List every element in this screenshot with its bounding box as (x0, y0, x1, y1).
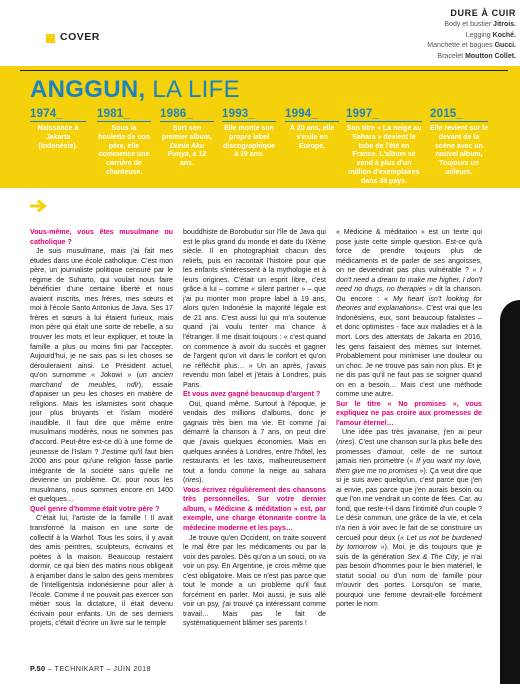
timeline-text-run: Sous la houlette de son père, elle commence une carrière de chanteuse. (98, 125, 150, 176)
text-run: « Médicine & méditation » est un texte qui pose juste cette simple question. Est-ce qu'à force de prendre toujours plus de médicaments et de parler de ses angoisses, on ne deviendrait pas plus vulnérable ? « (336, 228, 482, 275)
text-run: rires (338, 438, 353, 447)
text-run: ). C'est une chanson sur la plus belle des promesses d'amour, celle de ne surtout jamais rien promettre (« (336, 438, 482, 466)
section-marker (46, 34, 55, 43)
interview-answer (336, 428, 482, 609)
timeline-entry (222, 108, 276, 160)
text-run: rires (185, 476, 200, 485)
interview-answer (30, 514, 173, 629)
timeline-entry (430, 108, 488, 178)
text-run: ». C'est vrai que les Indonésiens, eux, sont beaucoup fatalistes – et donc optimistes - face aux maladies et à la mort. Lors des attentats de Jakarta en 2016, les gens faisaient des mèmes sur Internet. Probablement pour minimiser une douleur ou un choc. Je ne trouve pas sain non plus. Et je ne dis pas qu'il ne faut pas se soigner quand on en a besoin… Mais c'est une méthode comme une autre. (336, 304, 482, 399)
credit-brand: Gucci. (494, 42, 516, 49)
timeline-text (97, 125, 151, 178)
cover-photo-edge (500, 300, 520, 684)
interview-question (183, 486, 326, 534)
interview-question (336, 400, 482, 429)
magazine-name: TECHNIKART (54, 664, 105, 673)
timeline-text (222, 125, 276, 160)
timeline-year: 1994_ (285, 108, 339, 122)
text-run: , je n'ai pas besoin d'hommes pour le bien matériel, le statut social ou d'un nom de famille pour m'ouvrir des portes. Lorsqu'on se marie, pourquoi une femme devrait-elle forcément porter le nom (336, 552, 483, 609)
timeline-year: 1986_ (160, 108, 214, 122)
timeline-text (30, 125, 86, 151)
interview-answer (183, 228, 326, 390)
article-column-1 (30, 228, 173, 629)
text-run: ). (199, 476, 204, 485)
page-footer (30, 664, 151, 673)
text-run: Et vous avez gagné beaucoup d'argent ? (183, 390, 321, 399)
text-run: Je trouve qu'en Occident, on traite souvent le mal être par les médicaments ou par la voix des paroles. Dès qu'on a un souci, on va voir un psy. En Argentine, je crois même que c'est obligatoire. Mais ce n'est pas parce que tout le monde a un problème qu'il faut forcément en parler. Moi aussi, je suis allé voir un psy, j'ai trouvé ça intéressant comme travail… Mais pas le fait de systématiquement blâmer ses parents ! (183, 533, 326, 628)
credits-heading: DURE À CUIR (450, 8, 516, 18)
credit-line (380, 20, 516, 31)
timeline-year: 1997_ (346, 108, 422, 122)
text-run: »). Moi, je dis toujours que je suis de la génération (336, 543, 482, 561)
text-run: bouddhiste de Borobudur sur l'île de Java qui est le plus grand du monde et date du IXème siècle. Il en photographiait chacun des reliefs, puis en racontait l'histoire pour que les enfants s'intéressent à la mythologie et à leurs origines. C'était un esprit libre, c'est grâce à lui – comme « silent partner » – que j'ai pu monter mon propre label à 19 ans, alors qu'en Indonésie la majorité légale est de 21 ans. C'est aussi lui qui m'a soutenue quand j'ai voulu tenter ma chance à l'étranger. Il me disait toujours : « c'est quand on commence à avoir du succès et gagner de l'argent qu'on vit dans le confort et qu'on ne réfléchit plus… » Un an après, j'avais revendu mon label et j'étais à Londres, puis Paris. (183, 228, 326, 389)
issue-date: JUIN 2018 (113, 664, 151, 673)
timeline-entry (30, 108, 86, 151)
credit-brand: Koché. (492, 31, 516, 39)
timeline-text-run: Elle revient sur le devant de la scène avec un nouvel album, (430, 125, 488, 159)
timeline-year: 1981_ (97, 108, 151, 122)
text-run: Vous-même, vous êtes musulmane ou catholique ? (30, 228, 173, 246)
banner-rule (20, 70, 508, 71)
timeline-text (160, 125, 214, 169)
timeline-text (430, 125, 488, 178)
timeline-text-run: Elle monte son propre label discographique à 19 ans. (222, 125, 276, 159)
interview-question (30, 505, 173, 515)
text-run: Quel genre d'homme était votre père ? (30, 504, 160, 513)
text-run: C'était lui, l'artiste de la famille ! Il avait transformé la maison en une sorte de collectif à la Warhol. Tous les soirs, il y avait des amis peintres, sculpteurs, écrivains et poètes à la maison. Beaucoup restaient dormir, ce qui bien des matins nous obligeait à enjamber dans le salon des gens membres de l'intelligentsia indonésienne pour aller à l'école. Comme il ne pouvait pas exercer son métier sous la dictature, il était devenu écrivain pour enfants. Un de ses derniers projets, c'était d'écrire un livre sur le temple (30, 514, 173, 628)
credits-list (380, 20, 516, 62)
text-run: un ancien marchand de meubles, ndlr (30, 371, 174, 389)
timeline-entry (97, 108, 151, 178)
text-run: Sur le titre « No promises », vous expliquez ne pas croire aux promesses de l'amour éternel… (336, 399, 482, 427)
timeline-year: 1974_ (30, 108, 86, 122)
timeline-entry (346, 108, 422, 187)
text-run: Oui, quand même. Surtout à l'époque, je vendais des millions d'albums, donc je gagnais très bien ma vie. Et comme j'ai démarré la chanson à 7 ans, on peut dire que j'avais quelques économies. Mais en quelques années à Londres, entre l'hôtel, les restaurants et les taxis, malheureusement tout a fondu comme la neige au sahara ( (183, 399, 326, 485)
timeline-text-run: À 20 ans, elle s'exile en Europe. (289, 125, 335, 150)
footer-separator: – (45, 664, 55, 673)
interview-answer (183, 400, 326, 486)
article-column-2 (183, 228, 326, 629)
timeline-text-run: Son titre « La neige au Sahara » devient le tube de l'été en France. L'album se vend à plus d'un million d'exemplaires dans 35 pays. (346, 125, 422, 185)
article-column-3 (336, 228, 482, 610)
text-run: »). Ça veut dire que si je suis avec quelqu'un, c'est parce que j'en ai envie, pas parce que j'en aurais besoin ou que l'on me vendrait un conte de fées. Car, au fond, que reste-t-il dans l'intimité d'un couple ? Le désir commun, une grâce de la vie, et cela n'a rien à voir avec le fait de se construire un cercueil pour deux (« (336, 466, 482, 542)
credit-brand: Jitrois. (493, 21, 516, 28)
interview-answer (336, 228, 482, 400)
timeline-entry (160, 108, 214, 169)
credit-item: Manchette et bagues (427, 42, 493, 49)
timeline-year: 1993_ (222, 108, 276, 122)
credit-item: Legging (465, 31, 491, 39)
timeline-banner (0, 66, 520, 188)
timeline-text-run: Naissance à Jakarta (Indonésie). (37, 125, 79, 150)
footer-separator: – (104, 664, 114, 673)
text-run: Sex & The City (407, 552, 458, 561)
timeline-text (346, 125, 422, 187)
text-run: ), essaie d'apaiser un peu les choses en matière de religions. Mais les islamistes sont chaque jour plus bruyants et l'islam modéré inaudible. Il faut dire que même entre musulmans modérés, nous ne sommes pas d'accord. Peut-être est-ce dû à une forme de jeunesse de l'Islam ? J'estime qu'il faut bien 2000 ans pour qu'une religion fasse partie intégrante de la société sans qu'elle ne devienne un problème. Or, pour nous les musulmans, nous sommes encore en 1400 et quelques… (30, 380, 173, 504)
text-run: » dit la chanson. Ou encore : « (336, 285, 482, 303)
text-run: Une idée pas très javanaise, j'en ai peur ( (336, 428, 482, 447)
credit-line (380, 41, 516, 52)
timeline-text-run: Dunia Aku Punya (167, 142, 205, 159)
interview-answer (30, 247, 173, 505)
interview-answer (183, 534, 326, 629)
text-run: Je suis musulmane, mais j'ai fait mes études dans une école catholique. C'est mon père, un journaliste politique censuré par le régime de Suharto, qui voulait nous faire bénéficier d'une certaine liberté et nous avaient inscrits, mes frères, mes sœurs et moi à l'école Santo Antonius de Java. Ses 17 frères et sœurs à lui étaient furieux, mais mon père qui était une sorte de rebelle, a su trouver les mots et leur expliquer, et toute la famille a plus ou moins fini par l'accepter. Aujourd'hui, je ne sais pas si les choses se dérouleraient ainsi. Le Président actuel, qu'on surnomme « Jokowi » ( (30, 247, 173, 380)
text-run: Vous écrivez régulièrement des chansons très personnelles. Sur votre dernier album, « Médicine & méditation » est, par exemple, une charge étonnante contre la médecine moderne et les pays… (183, 485, 326, 532)
text-run: My heart isn't looking for theories and explanations (336, 294, 482, 313)
fashion-credits (380, 8, 516, 62)
timeline-text (285, 125, 339, 151)
text-run: I don't need a dream to make me higher, I don't need no drugs, no therapies (336, 266, 482, 294)
title-name: ANGGUN, (30, 76, 146, 103)
timeline-year: 2015_ (430, 108, 488, 122)
text-run: Let us not be burdened by tomorrow (336, 533, 482, 552)
credit-brand: Moutton Collet. (465, 52, 516, 60)
credit-line (380, 31, 516, 42)
article-title (30, 76, 240, 104)
page-number: P.50 (30, 664, 46, 673)
timeline-entry (285, 108, 339, 151)
timeline-text-run: Sort son premier album, (161, 125, 213, 141)
title-subtitle: LA LIFE (145, 76, 240, 103)
text-run: If you want my love, then give me no promises (336, 457, 482, 475)
credit-item: Bracelet (437, 52, 464, 60)
timeline-text-run: , à 12 ans. (179, 151, 207, 168)
credit-item: Body et bustier (444, 21, 492, 28)
section-label: COVER (60, 31, 100, 43)
credit-line (380, 52, 516, 63)
interview-question (30, 228, 173, 247)
interview-question (183, 390, 326, 400)
timeline-text-run: Toujours un ailleurs. (438, 160, 480, 176)
arrow-right-icon (30, 200, 48, 212)
